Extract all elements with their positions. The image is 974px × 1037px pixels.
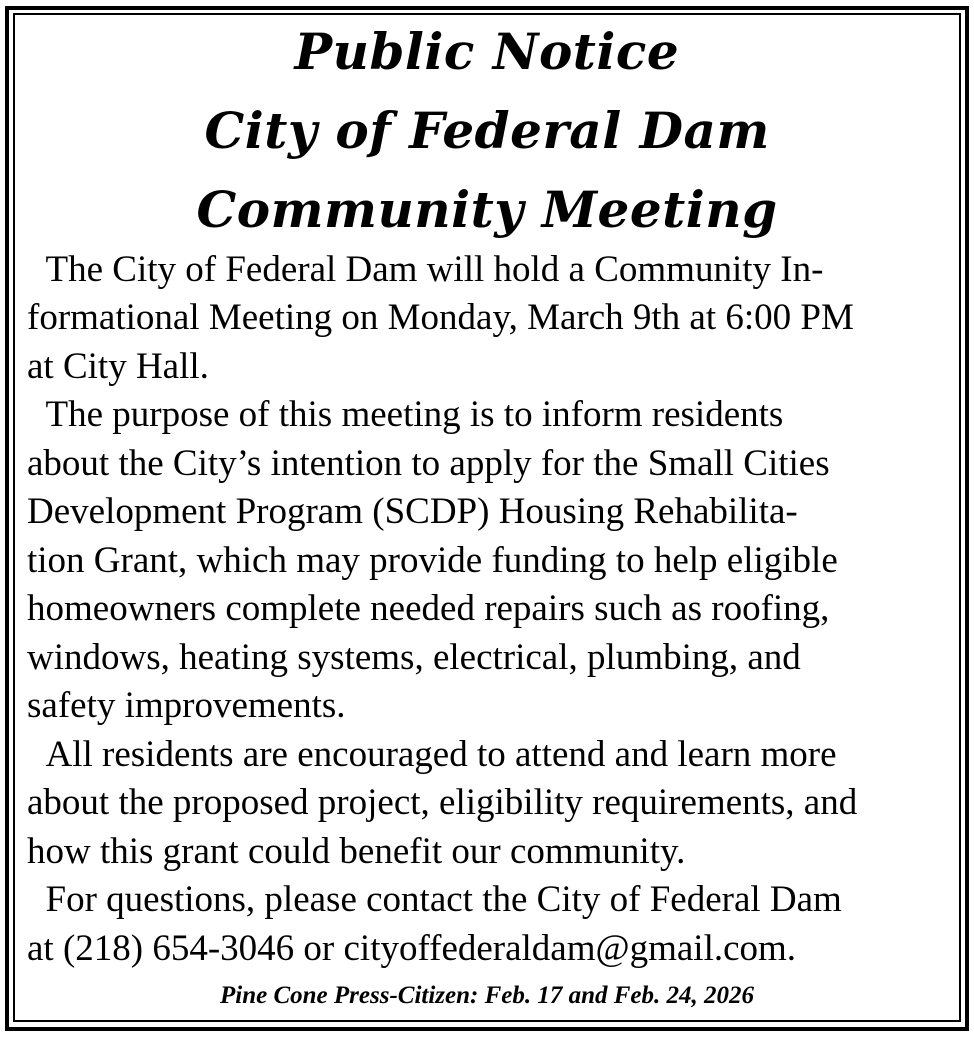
- body-line-4: The purpose of this meeting is to inform residents: [27, 394, 784, 435]
- notice-title-line-3: Community Meeting: [196, 180, 778, 239]
- notice-title-line-2: City of Federal Dam: [204, 101, 770, 160]
- body-line-12: about the proposed project, eligibility requirements, and: [27, 782, 858, 823]
- body-line-6: Development Program (SCDP) Housing Rehabilita-: [27, 491, 798, 532]
- body-line-8: homeowners complete needed repairs such as roofing,: [27, 588, 830, 629]
- body-line-7: tion Grant, which may provide funding to help eligible: [27, 540, 838, 581]
- body-line-10: safety improvements.: [27, 685, 346, 726]
- body-line-2: formational Meeting on Monday, March 9th at 6:00 PM: [27, 297, 854, 338]
- body-line-1: The City of Federal Dam will hold a Community In-: [27, 249, 824, 290]
- body-line-3: at City Hall.: [27, 346, 209, 387]
- body-line-11: All residents are encouraged to attend and learn more: [27, 734, 837, 775]
- body-line-13: how this grant could benefit our community.: [27, 831, 686, 872]
- body-line-15: at (218) 654-3046 or cityoffederaldam@gmail.com.: [27, 928, 797, 969]
- body-line-14: For questions, please contact the City of Federal Dam: [27, 879, 842, 920]
- body-line-5: about the City’s intention to apply for the Small Cities: [27, 443, 830, 484]
- notice-title-line-1: Public Notice: [294, 22, 680, 81]
- body-line-9: windows, heating systems, electrical, plumbing, and: [27, 637, 801, 678]
- publication-line: Pine Cone Press-Citizen: Feb. 17 and Feb. 24, 2026: [220, 982, 755, 1009]
